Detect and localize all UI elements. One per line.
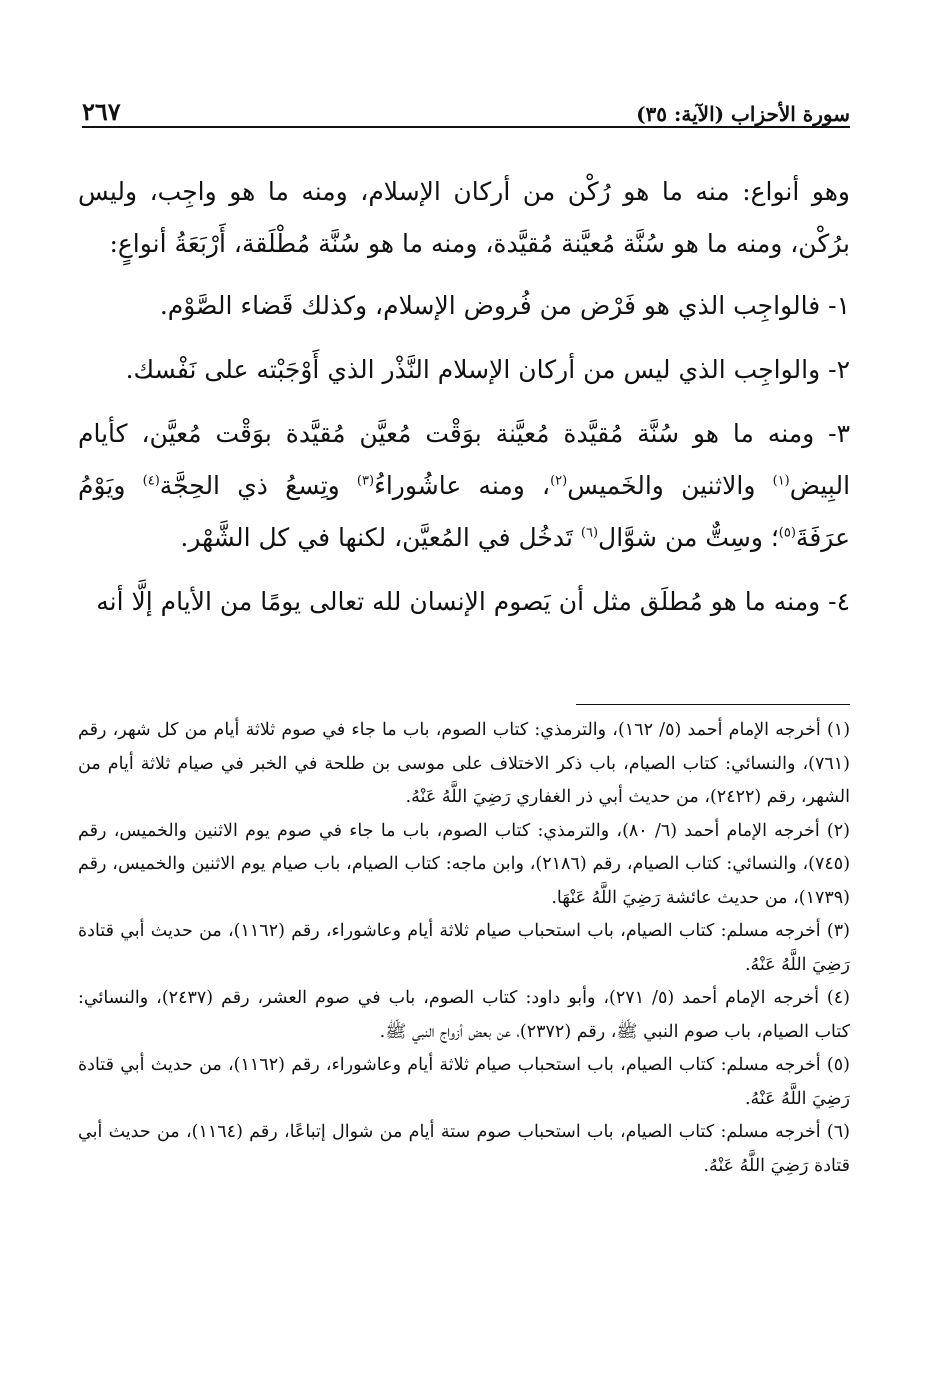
item-2-paragraph: ٢- والواجِب الذي ليس من أركان الإسلام النَّذْر الذي أَوْجَبْته على نَفْسك. xyxy=(125,355,850,384)
footnote-marker-3: (٣) xyxy=(356,473,375,489)
footnote-4: (٤) أخرجه الإمام أحمد (٥/ ٢٧١)، وأبو داود: كتاب الصوم، باب في صوم العشر، رقم (٢٤٣٧)، والنسائي: كتاب الصيام، باب صوم النبي ﷺ، رقم (٢٣٧٢)، عن بعض أزواج النبي ﷺ. xyxy=(78,988,850,1042)
footnote-1: (١) أخرجه الإمام أحمد (٥/ ١٦٢)، والترمذي: كتاب الصوم، باب ما جاء في صوم ثلاثة أيام من كل شهر، رقم (٧٦١)، والنسائي: كتاب الصيام، باب ذكر الاختلاف على موسى بن طلحة في الخبر في صيام ثلاثة أيام من الشهر، رقم (٢٤٢٢)، من حديث أبي ذر الغفاري رَضِيَ اللَّهُ عَنْهُ. xyxy=(78,720,851,807)
footnote-6: (٦) أخرجه مسلم: كتاب الصيام، باب استحباب صوم ستة أيام من شوال إتباعًا، رقم (١١٦٤)، من حديث أبي قتادة رَضِيَ اللَّهُ عَنْهُ. xyxy=(78,1122,850,1176)
item-1-paragraph: ١- فالواجِب الذي هو فَرْض من فُروض الإسلام، وكذلك قَضاء الصَّوْم. xyxy=(159,291,850,320)
header-divider xyxy=(82,126,850,128)
footnote-3: (٣) أخرجه مسلم: كتاب الصيام، باب استحباب صيام ثلاثة أيام وعاشوراء، رقم (١١٦٢)، من حديث أبي قتادة رَضِيَ اللَّهُ عَنْهُ. xyxy=(78,921,850,975)
running-header xyxy=(82,92,850,126)
item-3-text: وتِسعُ ذي الحِجَّة xyxy=(159,471,357,500)
main-text xyxy=(78,166,850,640)
item-3-text: ويَوْمُ عرَفَةَ xyxy=(78,471,850,552)
intro-paragraph: وهو أنواع: منه ما هو رُكْن من أركان الإسلام، ومنه ما هو واجِب، وليس برُكْن، ومنه ما هو سُنَّة مُعيَّنة مُقيَّدة، ومنه ما هو سُنَّة مُطْلَقة، أَرْبَعَةُ أنواعٍ: xyxy=(78,177,850,258)
footnote-marker-4: (٤) xyxy=(142,473,160,489)
page-number: ٢٦٧ xyxy=(82,97,121,126)
item-3-text: تَدخُل في المُعيَّن، لكنها في كل الشَّهْر. xyxy=(180,523,581,552)
footnote-marker-2: (٢) xyxy=(550,473,568,489)
item-3-paragraph xyxy=(78,408,850,564)
item-3-text: ٣- ومنه ما هو سُنَّة مُقيَّدة مُعيَّنة بوَقْت مُعيَّن مُقيَّدة بوَقْت مُعيَّن، كأيام البِيض xyxy=(78,419,851,500)
footnote-divider xyxy=(576,704,850,705)
item-3-text: ؛ وسِتٌّ من شوَّال xyxy=(598,523,779,552)
footnote-2: (٢) أخرجه الإمام أحمد (٦/ ٨٠)، والترمذي: كتاب الصوم، باب ما جاء في صوم يوم الاثنين والخميس، رقم (٧٤٥)، والنسائي: كتاب الصيام، رقم (٢١٨٦)، وابن ماجه: كتاب الصيام، باب صيام يوم الاثنين والخميس، رقم (١٧٣٩)، من حديث عائشة رَضِيَ اللَّهُ عَنْهَا. xyxy=(78,820,851,908)
footnote-marker-5: (٥) xyxy=(778,525,796,541)
item-3-text: والاثنين والخَميس xyxy=(567,471,773,500)
footnote-marker-6: (٦) xyxy=(580,525,599,541)
item-3-text: ، ومنه عاشُوراءُ xyxy=(374,471,551,500)
surah-title: سورة الأحزاب (الآية: ٣٥) xyxy=(636,102,850,126)
footnote-5: (٥) أخرجه مسلم: كتاب الصيام، باب استحباب صيام ثلاثة أيام وعاشوراء، رقم (١١٦٢)، من حديث أبي قتادة رَضِيَ اللَّهُ عَنْهُ. xyxy=(78,1055,850,1109)
item-4-paragraph: ٤- ومنه ما هو مُطلَق مثل أن يَصوم الإنسان لله تعالى يومًا من الأيام إلَّا أنه xyxy=(96,587,850,616)
footnote-marker-1: (١) xyxy=(772,473,790,489)
footnotes xyxy=(78,714,850,1183)
